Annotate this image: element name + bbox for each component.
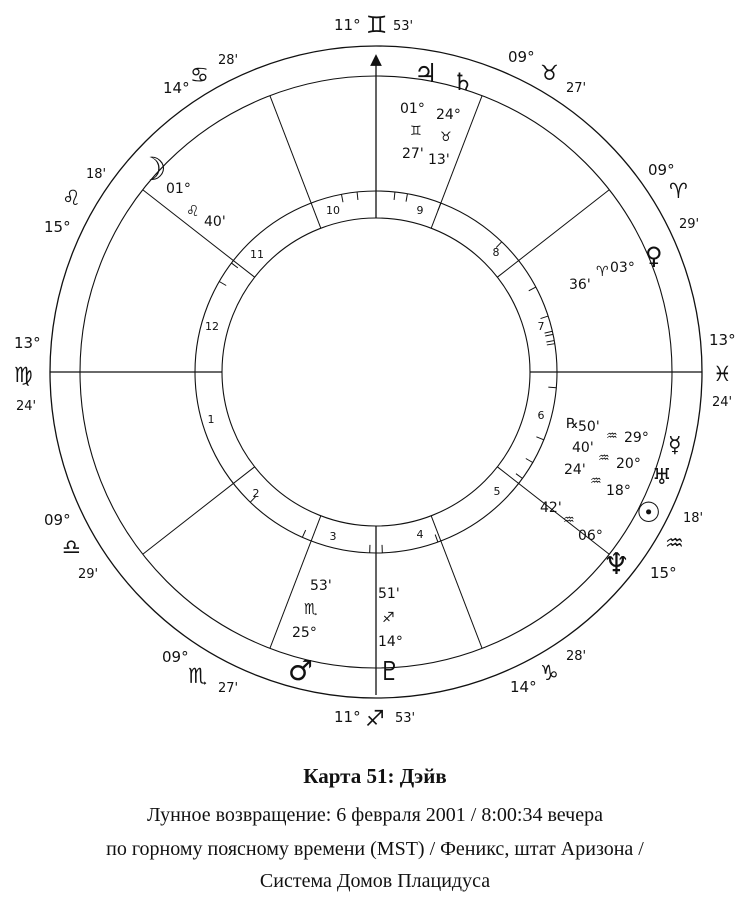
- cusp-degree: 09°: [44, 511, 71, 529]
- degree-tick: [545, 331, 553, 333]
- degree-tick: [545, 334, 553, 336]
- degree-tick: [357, 192, 358, 200]
- house-number-2: 2: [252, 487, 260, 500]
- cusp-degree: 09°: [508, 48, 535, 66]
- house-cusp-line: [497, 190, 609, 277]
- house-number-10: 10: [326, 204, 340, 217]
- cusp-minutes: 53': [393, 19, 414, 34]
- degree-tick: [406, 194, 407, 202]
- cusp-degree: 09°: [162, 648, 189, 666]
- mercury-degree: 29°: [624, 430, 649, 446]
- cusp-12-label: [648, 161, 699, 232]
- caption-line-1: Лунное возвращение: 6 февраля 2001 / 8:00:34 вечера: [147, 804, 603, 826]
- cusp-4-label: [334, 707, 415, 732]
- aquarius-icon: ♒: [665, 531, 684, 555]
- degree-tick: [341, 194, 343, 202]
- cusp-minutes: 29': [679, 217, 700, 232]
- mars-icon: ♂: [288, 654, 314, 687]
- cusp-minutes: 24': [16, 399, 37, 414]
- jupiter-minutes: 27': [402, 146, 424, 162]
- caption-line-3: Система Домов Плацидуса: [259, 870, 491, 892]
- planet-venus: [569, 242, 663, 293]
- cusp-degree: 09°: [648, 161, 675, 179]
- house-number-3: 3: [329, 530, 337, 543]
- uranus-icon: ♅: [652, 465, 672, 490]
- saturn-sign-icon: ♉: [440, 130, 452, 145]
- pluto-sign-icon: ♐: [382, 610, 395, 626]
- house-number-5: 5: [493, 485, 501, 498]
- sagittarius-icon: ♐: [365, 707, 385, 732]
- cusp-10-label: [334, 11, 413, 39]
- cusp-degree: 14°: [163, 79, 190, 97]
- pluto-degree: 14°: [378, 634, 403, 650]
- mercury-minutes: 50': [578, 419, 600, 435]
- cusp-6-label: [44, 511, 98, 582]
- cancer-icon: ♋: [190, 63, 209, 87]
- moon-icon: ☽: [138, 150, 167, 188]
- degree-tick: [541, 316, 549, 318]
- degree-tick: [438, 203, 441, 210]
- uranus-sign-icon: ♒: [598, 451, 610, 466]
- house-number-8: 8: [492, 246, 500, 259]
- cusp-degree: 14°: [510, 678, 537, 696]
- cusp-degree: 13°: [709, 331, 736, 349]
- saturn-degree: 24°: [436, 107, 461, 123]
- sun-sign-icon: ♒: [590, 474, 602, 489]
- pluto-minutes: 51': [378, 586, 400, 602]
- neptune-sign-icon: ♒: [563, 513, 575, 528]
- venus-degree: 03°: [610, 260, 635, 276]
- leo-icon: ♌: [62, 186, 81, 210]
- degree-tick: [547, 344, 555, 345]
- degree-tick: [394, 192, 395, 200]
- saturn-minutes: 13': [428, 152, 450, 168]
- uranus-degree: 20°: [616, 456, 641, 472]
- caption-line-2: по горному поясному времени (MST) / Феникс, штат Аризона /: [106, 838, 644, 860]
- degree-tick: [302, 530, 305, 537]
- cusp-minutes: 28': [218, 53, 239, 68]
- mars-degree: 25°: [292, 625, 317, 641]
- venus-minutes: 36': [569, 277, 591, 293]
- planet-neptune: [540, 500, 630, 582]
- house-numbers: [205, 204, 545, 543]
- libra-icon: ♎: [62, 535, 81, 559]
- jupiter-sign-icon: ♊: [410, 124, 422, 139]
- cusp-1-label: [709, 331, 736, 410]
- house-number-9: 9: [416, 204, 424, 217]
- sun-icon: ☉: [636, 496, 662, 529]
- house-number-12: 12: [205, 320, 219, 333]
- neptune-degree: 06°: [578, 528, 603, 544]
- cusp-3-label: [510, 649, 586, 696]
- capricorn-icon: ♑: [540, 661, 559, 685]
- degree-tick: [526, 459, 533, 463]
- sun-minutes: 24': [564, 462, 586, 478]
- planet-jupiter: [400, 59, 437, 162]
- mercury-sign-icon: ♒: [606, 429, 618, 444]
- moon-degree: 01°: [166, 181, 191, 197]
- neptune-icon: ♆: [603, 547, 630, 582]
- venus-icon: ♀: [645, 242, 663, 270]
- cusp-degree: 15°: [44, 218, 71, 236]
- aries-icon: ♈: [669, 179, 688, 203]
- cusp-minutes: 53': [395, 711, 416, 726]
- degree-tick: [536, 437, 543, 440]
- mars-sign-icon: ♏: [304, 600, 318, 618]
- house-number-6: 6: [537, 409, 545, 422]
- degree-tick: [529, 287, 536, 291]
- degree-tick: [516, 474, 522, 479]
- cusp-minutes: 27': [218, 681, 239, 696]
- cusp-degree: 11°: [334, 16, 361, 34]
- cusp-11-label: [508, 48, 586, 96]
- cusp-minutes: 18': [86, 167, 107, 182]
- saturn-icon: ♄: [452, 68, 474, 96]
- cusp-minutes: 27': [566, 81, 587, 96]
- cusp-degree: 13°: [14, 334, 41, 352]
- cusp-degree: 15°: [650, 564, 677, 582]
- pluto-icon: ♇: [378, 657, 402, 687]
- house-cusp-line: [143, 467, 255, 554]
- moon-sign-icon: ♌: [186, 202, 200, 220]
- house-cusp-line: [270, 96, 321, 229]
- retrograde-icon: ℞: [566, 416, 579, 432]
- cusp-9-label: [163, 53, 238, 97]
- mercury-icon: ☿: [668, 433, 682, 458]
- house-number-7: 7: [537, 320, 545, 333]
- venus-sign-icon: ♈: [596, 264, 609, 280]
- cusp-minutes: 24': [712, 395, 733, 410]
- planet-mars: [288, 578, 332, 687]
- caption-title: Карта 51: Дэйв: [303, 764, 447, 788]
- cusp-minutes: 29': [78, 567, 99, 582]
- degree-tick: [546, 341, 554, 342]
- house-number-11: 11: [250, 248, 264, 261]
- uranus-minutes: 40': [572, 440, 594, 456]
- scorpio-icon: ♏: [188, 664, 207, 688]
- moon-minutes: 40': [204, 214, 226, 230]
- degree-tick: [548, 387, 556, 388]
- cusp-minutes: 18': [683, 511, 704, 526]
- inner-ring: [222, 218, 530, 526]
- planet-moon: [138, 150, 226, 230]
- planet-pluto: [378, 586, 403, 687]
- taurus-icon: ♉: [540, 61, 559, 85]
- cusp-5-label: [162, 648, 238, 696]
- virgo-icon: ♍: [14, 363, 33, 387]
- house-number-1: 1: [207, 413, 215, 426]
- planet-sun: [564, 462, 661, 529]
- gemini-icon: ♊: [366, 11, 388, 39]
- cusp-degree: 11°: [334, 708, 361, 726]
- jupiter-degree: 01°: [400, 101, 425, 117]
- neptune-minutes: 42': [540, 500, 562, 516]
- degree-tick: [219, 282, 226, 286]
- cusp-minutes: 28': [566, 649, 587, 664]
- sun-degree: 18°: [606, 483, 631, 499]
- house-cusp-line: [431, 516, 482, 649]
- pisces-icon: ♓: [713, 362, 732, 386]
- house-number-4: 4: [416, 528, 424, 541]
- mars-minutes: 53': [310, 578, 332, 594]
- cusp-7-label: [14, 334, 41, 414]
- house-number-ring: [195, 191, 557, 553]
- degree-tick: [435, 535, 438, 543]
- jupiter-icon: ♃: [414, 59, 438, 89]
- cusp-8-label: [44, 167, 106, 236]
